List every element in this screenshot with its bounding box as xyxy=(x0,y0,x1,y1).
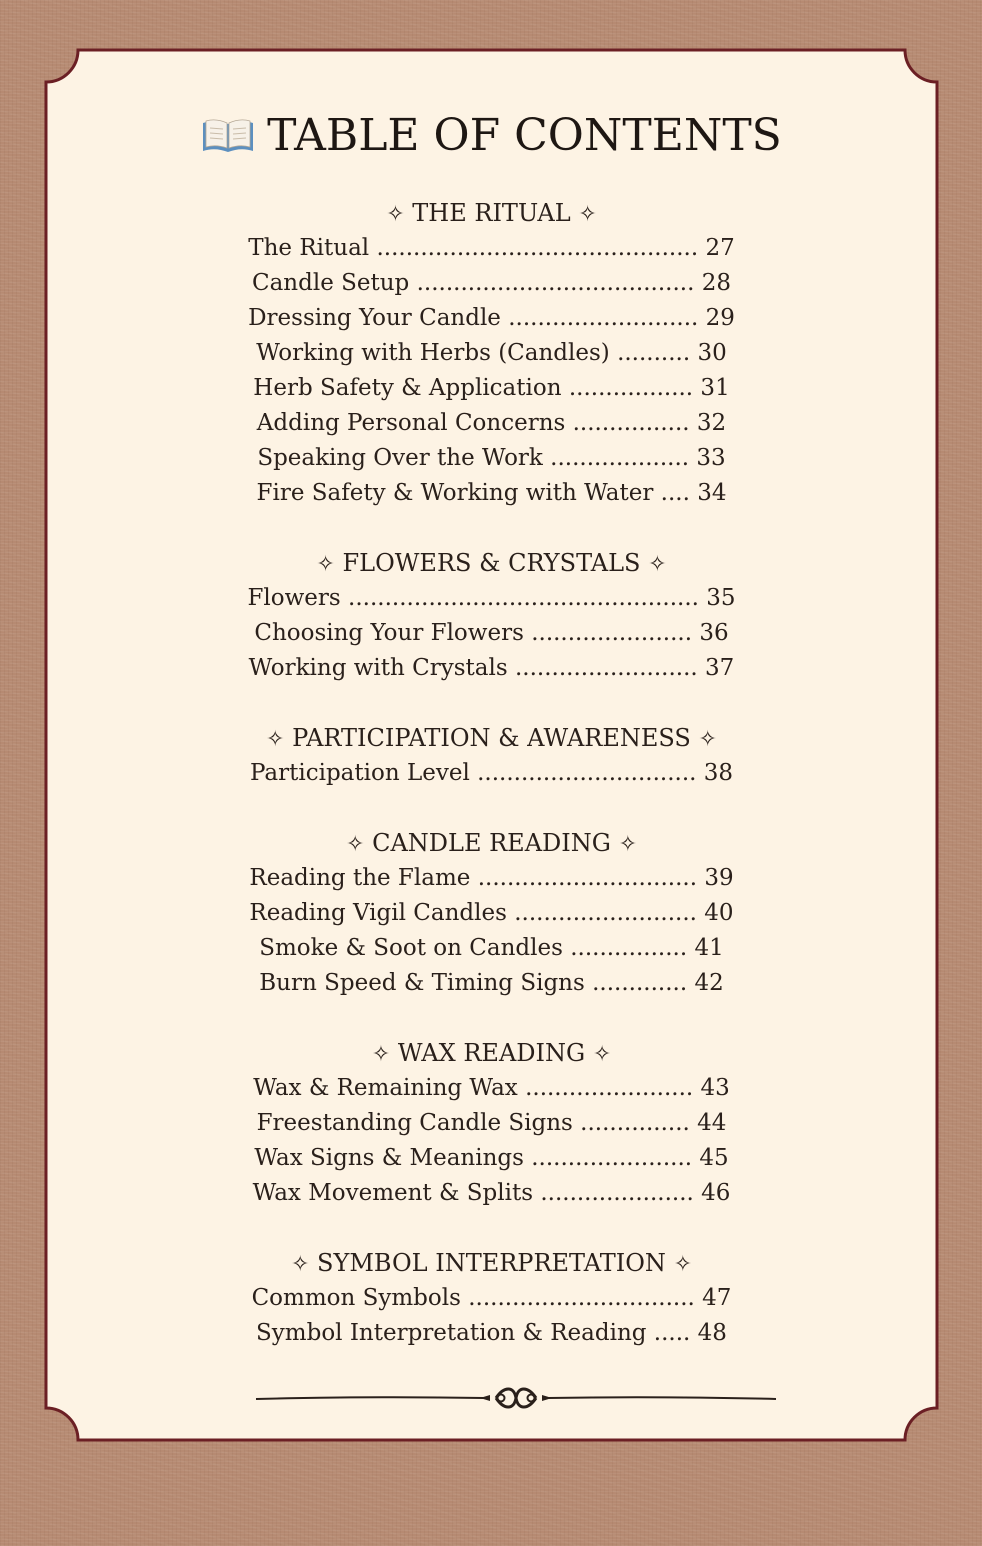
section-heading xyxy=(44,1036,939,1071)
toc-entry[interactable]: Symbol Interpretation & Reading ..... 48 xyxy=(256,1320,727,1346)
sparkle-icon: ✧ xyxy=(648,552,667,577)
section-heading-text: WAX READING xyxy=(397,1039,586,1067)
toc-section xyxy=(44,546,939,686)
sparkle-icon: ✧ xyxy=(371,1042,391,1067)
toc-list xyxy=(44,196,939,1386)
sparkle-icon: ✧ xyxy=(346,832,365,857)
section-heading xyxy=(44,721,939,756)
section-heading-text: PARTICIPATION & AWARENESS xyxy=(292,724,691,752)
toc-entry[interactable]: Speaking Over the Work ................... 33 xyxy=(257,445,726,471)
sparkle-icon: ✧ xyxy=(578,202,597,227)
toc-entry[interactable]: Participation Level .............................. 38 xyxy=(249,760,734,786)
section-heading xyxy=(44,196,939,231)
sparkle-icon: ✧ xyxy=(592,1042,612,1067)
toc-entry[interactable]: Candle Setup ...................................... 28 xyxy=(252,270,731,296)
sparkle-icon: ✧ xyxy=(266,727,285,752)
toc-entry[interactable]: Working with Herbs (Candles) .......... 30 xyxy=(256,340,727,366)
toc-entry[interactable]: The Ritual ............................................ 27 xyxy=(248,235,735,261)
sparkle-icon: ✧ xyxy=(386,202,405,227)
toc-section xyxy=(44,196,939,511)
toc-section xyxy=(44,1246,939,1351)
section-heading-text: FLOWERS & CRYSTALS xyxy=(342,549,641,577)
toc-entry[interactable]: Flowers ................................................ 35 xyxy=(247,585,736,611)
section-heading xyxy=(44,826,939,861)
toc-entry[interactable]: Wax & Remaining Wax ....................... 43 xyxy=(253,1075,730,1101)
toc-section xyxy=(44,1036,939,1211)
page-title xyxy=(44,104,939,168)
page-title-text: TABLE OF CONTENTS xyxy=(267,110,782,161)
toc-entry[interactable]: Reading the Flame .............................. 39 xyxy=(249,865,734,891)
section-heading-text: THE RITUAL xyxy=(412,199,571,227)
sparkle-icon: ✧ xyxy=(290,1252,310,1277)
toc-entry[interactable]: Dressing Your Candle .......................... 29 xyxy=(248,305,735,331)
toc-entry[interactable]: Burn Speed & Timing Signs ............. 42 xyxy=(259,970,724,996)
toc-entry[interactable]: Smoke & Soot on Candles ................ 41 xyxy=(259,935,724,961)
toc-entry[interactable]: Common Symbols ............................... 47 xyxy=(251,1285,732,1311)
toc-entry[interactable]: Wax Movement & Splits ..................... 46 xyxy=(252,1180,731,1206)
toc-entry[interactable]: Fire Safety & Working with Water .... 34 xyxy=(256,480,727,506)
contents-page xyxy=(44,48,939,1442)
section-heading-text: CANDLE READING xyxy=(372,829,611,857)
section-heading-text: SYMBOL INTERPRETATION xyxy=(317,1249,666,1277)
sparkle-icon: ✧ xyxy=(673,1252,693,1277)
section-heading xyxy=(44,1246,939,1281)
toc-entry[interactable]: Reading Vigil Candles ......................... 40 xyxy=(249,900,734,926)
toc-entry[interactable]: Freestanding Candle Signs ............... 44 xyxy=(256,1110,727,1136)
toc-entry[interactable]: Working with Crystals ......................... 37 xyxy=(248,655,735,681)
toc-entry[interactable]: Wax Signs & Meanings ...................... 45 xyxy=(254,1145,729,1171)
toc-entry[interactable]: Herb Safety & Application ................. 31 xyxy=(253,375,730,401)
toc-section xyxy=(44,826,939,1001)
section-heading xyxy=(44,546,939,581)
toc-section xyxy=(44,721,939,791)
sparkle-icon: ✧ xyxy=(618,832,637,857)
scroll-divider-ornament xyxy=(252,1380,780,1416)
toc-entry[interactable]: Choosing Your Flowers ...................... 36 xyxy=(254,620,729,646)
sparkle-icon: ✧ xyxy=(316,552,335,577)
sparkle-icon: ✧ xyxy=(698,727,717,752)
open-book-icon xyxy=(201,115,255,155)
toc-entry[interactable]: Adding Personal Concerns ................ 32 xyxy=(256,410,727,436)
